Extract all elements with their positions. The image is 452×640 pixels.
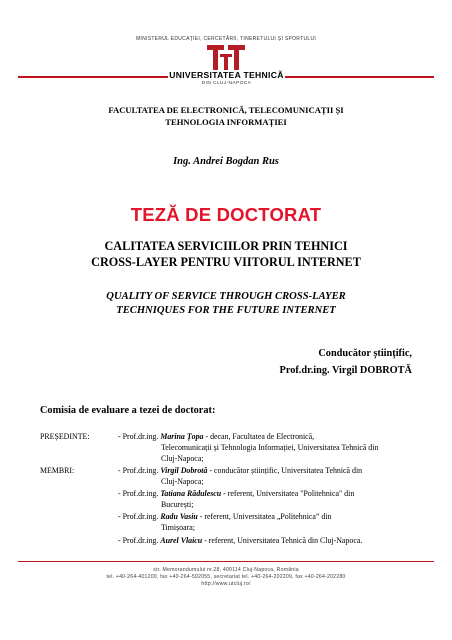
title-en-line-2: TECHNIQUES FOR THE FUTURE INTERNET <box>116 305 336 316</box>
university-name: UNIVERSITATEA TEHNICĂ <box>169 70 284 80</box>
footer-address: str. Memorandumului nr.28, 400114 Cluj-Napoca, România <box>153 567 299 573</box>
supervisor-block <box>280 345 412 379</box>
header-rule-left <box>18 76 168 78</box>
supervisor-name: Prof.dr.ing. Virgil DOBROTĂ <box>279 365 412 376</box>
title-ro-line-2: CROSS-LAYER PENTRU VIITORUL INTERNET <box>91 255 361 269</box>
committee-member-row <box>40 488 420 510</box>
faculty-name <box>0 104 452 128</box>
committee-member-row <box>40 511 420 533</box>
member-name: Tatiana Rădulescu <box>160 489 222 498</box>
member-entry: - Prof.dr.ing. Virgil Dobrotă - conducător științific, Universitatea Tehnică din Cluj-Napoca; <box>118 466 363 487</box>
supervisor-label: Conducător științific, <box>318 348 412 359</box>
member-entry: - Prof.dr.ing. Tatiana Rădulescu - referent, Universitatea "Politehnica" din București; <box>118 489 355 510</box>
committee-heading: Comisia de evaluare a tezei de doctorat: <box>40 405 216 416</box>
committee-president-row <box>40 431 420 465</box>
faculty-line-2: TEHNOLOGIA INFORMAȚIEI <box>165 117 287 127</box>
president-name: Marina Țopa <box>160 432 204 441</box>
member-name: Aurel Vlaicu <box>160 536 203 545</box>
president-role: PREȘEDINTE: <box>40 432 90 441</box>
title-en-line-1: QUALITY OF SERVICE THROUGH CROSS-LAYER <box>106 291 346 302</box>
committee-member-row <box>40 535 420 547</box>
member-name: Radu Vasiu <box>160 512 198 521</box>
university-city: DIN CLUJ-NAPOCA <box>201 81 252 86</box>
president-entry: - Prof.dr.ing. Marina Țopa - decan, Facultatea de Electronică, Telecomunicații și Tehnologia Informației, Universitatea Tehnică din Cluj-Napoca; <box>118 432 379 464</box>
committee-member-row <box>40 465 420 487</box>
footer-contacts: tel. +40-264-401200, fax +40-264-592055, secretariat tel. +40-264-202209, fax +40-264-202280 <box>106 574 346 580</box>
title-ro-line-1: CALITATEA SERVICIILOR PRIN TEHNICI <box>104 239 348 253</box>
thesis-label: TEZĂ DE DOCTORAT <box>130 204 322 225</box>
title-romanian <box>0 238 452 270</box>
footer-rule <box>18 561 434 562</box>
ministry-line: MINISTERUL EDUCAȚIEI, CERCETĂRII, TINERETULUI ȘI SPORTULUI <box>135 36 317 42</box>
member-entry: - Prof.dr.ing. Aurel Vlaicu - referent, Universitatea Tehnică din Cluj-Napoca. <box>118 536 363 545</box>
faculty-line-1: FACULTATEA DE ELECTRONICĂ, TELECOMUNICAȚII ȘI <box>108 105 344 115</box>
member-entry: - Prof.dr.ing. Radu Vasiu - referent, Universitatea „Politehnica” din Timișoara; <box>118 512 332 533</box>
members-role: MEMBRI: <box>40 466 75 475</box>
footer-website-link[interactable]: http://www.utcluj.ro/ <box>201 581 251 587</box>
author-name: Ing. Andrei Bogdan Rus <box>173 156 279 167</box>
header-rule-right <box>285 76 434 78</box>
title-english <box>0 290 452 318</box>
member-name: Virgil Dobrotă <box>160 466 208 475</box>
